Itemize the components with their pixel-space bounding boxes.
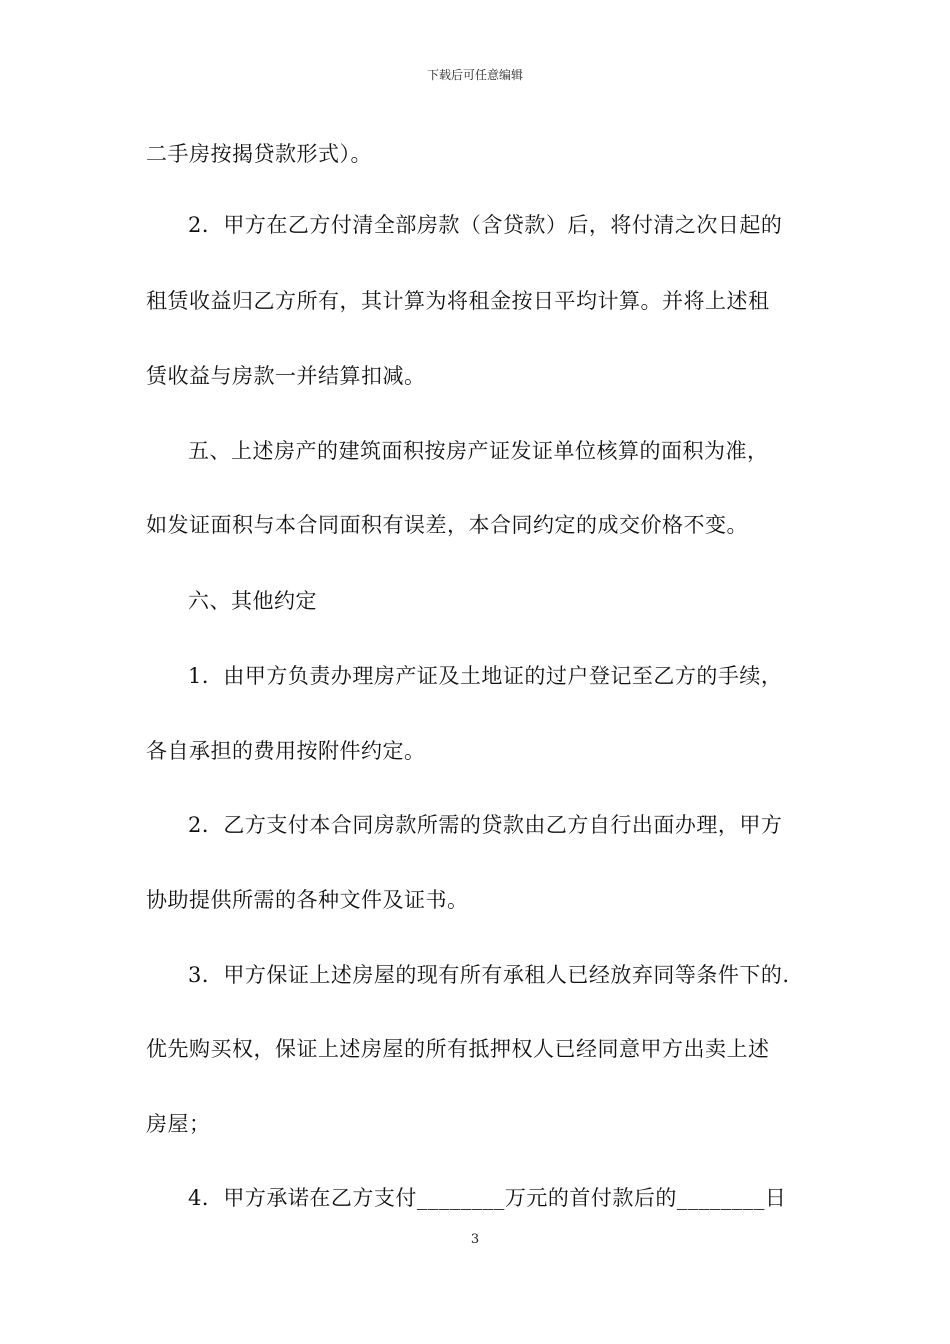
body-line-3: 租赁收益归乙方所有，其计算为将租金按日平均计算。并将上述租 [146, 289, 770, 313]
body-line-12: 3．甲方保证上述房屋的现有所有承租人已经放弃同等条件下的. [188, 963, 790, 987]
body-line-8: 1．由甲方负责办理房产证及土地证的过户登记至乙方的手续， [188, 664, 783, 688]
body-line-13: 优先购买权，保证上述房屋的所有抵押权人已经同意甲方出卖上述 [146, 1037, 770, 1061]
page-number: 3 [470, 1232, 480, 1247]
body-line-10: 2．乙方支付本合同房款所需的贷款由乙方自行出面办理，甲方 [188, 813, 783, 837]
body-line-4: 赁收益与房款一并结算扣减。 [146, 364, 426, 388]
body-line-6: 如发证面积与本合同面积有误差，本合同约定的成交价格不变。 [146, 513, 748, 537]
body-line-2: 2．甲方在乙方付清全部房款（含贷款）后，将付清之次日起的 [188, 213, 783, 237]
section-heading: 六、其他约定 [188, 589, 317, 613]
page-header: 下载后可任意编辑 [426, 68, 523, 82]
body-line-14: 房屋； [146, 1112, 211, 1136]
body-line-9: 各自承担的费用按附件约定。 [146, 739, 426, 763]
body-line-15: 4．甲方承诺在乙方支付________万元的首付款后的________日 [188, 1186, 787, 1210]
body-line-5: 五、上述房产的建筑面积按房产证发证单位核算的面积为准， [188, 439, 769, 463]
body-line-1: 二手房按揭贷款形式）。 [146, 142, 372, 166]
body-line-11: 协助提供所需的各种文件及证书。 [146, 888, 469, 912]
